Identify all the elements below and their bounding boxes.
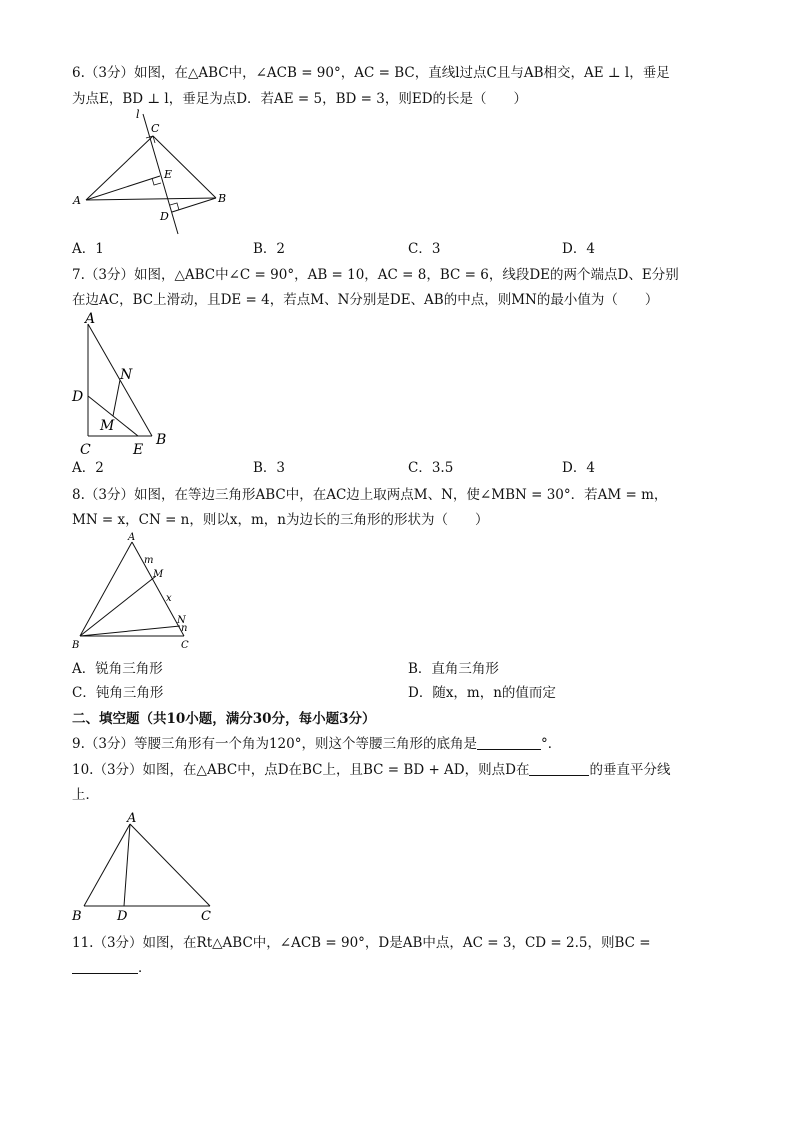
q7-label-n: N (120, 367, 133, 383)
q7-label-b: B (156, 432, 167, 448)
q8-label-x: x (166, 593, 172, 604)
q8-label-c: C (181, 640, 189, 651)
q8-label-a: A (128, 532, 136, 543)
q6-line1: 6.（3分）如图，在△ABC中，∠ACB = 90°，AC = BC，直线l过点C且与AB相交，AE ⊥ l，垂足 (72, 65, 670, 81)
q7-option-c[interactable]: C．3.5 (408, 460, 454, 476)
q8-line1: 8.（3分）如图，在等边三角形ABC中，在AC边上取两点M、N，使∠MBN = 30°．若AM = m， (72, 487, 668, 503)
q6-label-c: C (151, 122, 160, 135)
q10-figure (66, 808, 226, 926)
q6-label-e: E (164, 168, 173, 181)
q6-line2: 为点E，BD ⊥ l，垂足为点D．若AE = 5，BD = 3，则ED的长是（ ） (72, 91, 528, 107)
q10-line1 (72, 761, 670, 779)
q8-option-a[interactable]: A．锐角三角形 (72, 661, 163, 677)
q8-option-d[interactable]: D．随x，m，n的值而定 (408, 685, 556, 701)
q8-figure (68, 530, 198, 652)
section-2-heading: 二、填空题（共10小题，满分30分，每小题3分） (72, 711, 376, 727)
q9-text-before: 9.（3分）等腰三角形有一个角为120°，则这个等腰三角形的底角是 (72, 736, 477, 752)
q6-label-a: A (73, 194, 81, 207)
q6-label-d: D (160, 210, 169, 223)
q7-label-a: A (85, 311, 96, 327)
q11-line2 (72, 959, 152, 977)
q7-label-e: E (133, 442, 144, 458)
q8-label-m-small: m (144, 555, 154, 566)
q7-line1: 7.（3分）如图，△ABC中∠C = 90°，AB = 10，AC = 8，BC = 6，线段DE的两个端点D、E分别 (72, 267, 679, 283)
q7-figure (68, 308, 178, 458)
q10-label-a: A (127, 811, 137, 826)
q10-label-b: B (72, 909, 82, 924)
q8-label-n-small: n (181, 623, 188, 634)
q8-label-n: N (177, 615, 186, 626)
q6-figure (68, 108, 238, 238)
q7-option-b[interactable]: B．3 (253, 460, 286, 476)
q10-text-before: 10.（3分）如图，在△ABC中，点D在BC上，且BC = BD + AD，则点D在 (72, 762, 530, 778)
q8-label-b: B (72, 640, 80, 651)
q6-label-l: l (136, 108, 140, 121)
q8-label-m: M (153, 569, 164, 580)
q11-answer-blank[interactable] (72, 959, 138, 974)
q10-label-c: C (201, 909, 211, 924)
q6-option-b[interactable]: B．2 (253, 241, 286, 257)
q6-option-a[interactable]: A．1 (72, 241, 104, 257)
q8-line2: MN = x，CN = n，则以x，m，n为边长的三角形的形状为（ ） (72, 512, 489, 528)
q7-label-m: M (100, 418, 115, 434)
q7-label-d: D (72, 389, 84, 405)
q9-line (72, 735, 561, 753)
q11-line2-end: ． (138, 960, 152, 976)
q10-label-d: D (117, 909, 128, 924)
q9-text-after: °． (541, 736, 562, 752)
q6-option-d[interactable]: D．4 (562, 241, 595, 257)
q7-option-a[interactable]: A．2 (72, 460, 104, 476)
q10-text-after: 的垂直平分线 (589, 762, 671, 778)
q11-line1: 11.（3分）如图，在Rt△ABC中，∠ACB = 90°，D是AB中点，AC = 3，CD = 2.5，则BC = (72, 935, 651, 951)
q8-option-b[interactable]: B．直角三角形 (408, 661, 499, 677)
q7-label-c: C (80, 442, 91, 458)
q6-option-c[interactable]: C．3 (408, 241, 441, 257)
q8-option-c[interactable]: C．钝角三角形 (72, 685, 164, 701)
q10-line2: 上． (72, 787, 99, 803)
q10-answer-blank[interactable] (529, 761, 589, 776)
q6-label-b: B (218, 192, 227, 205)
q7-line2: 在边AC，BC上滑动，且DE = 4，若点M、N分别是DE、AB的中点，则MN的最小值为（ ） (72, 292, 659, 308)
q9-answer-blank[interactable] (477, 735, 541, 750)
q7-option-d[interactable]: D．4 (562, 460, 595, 476)
